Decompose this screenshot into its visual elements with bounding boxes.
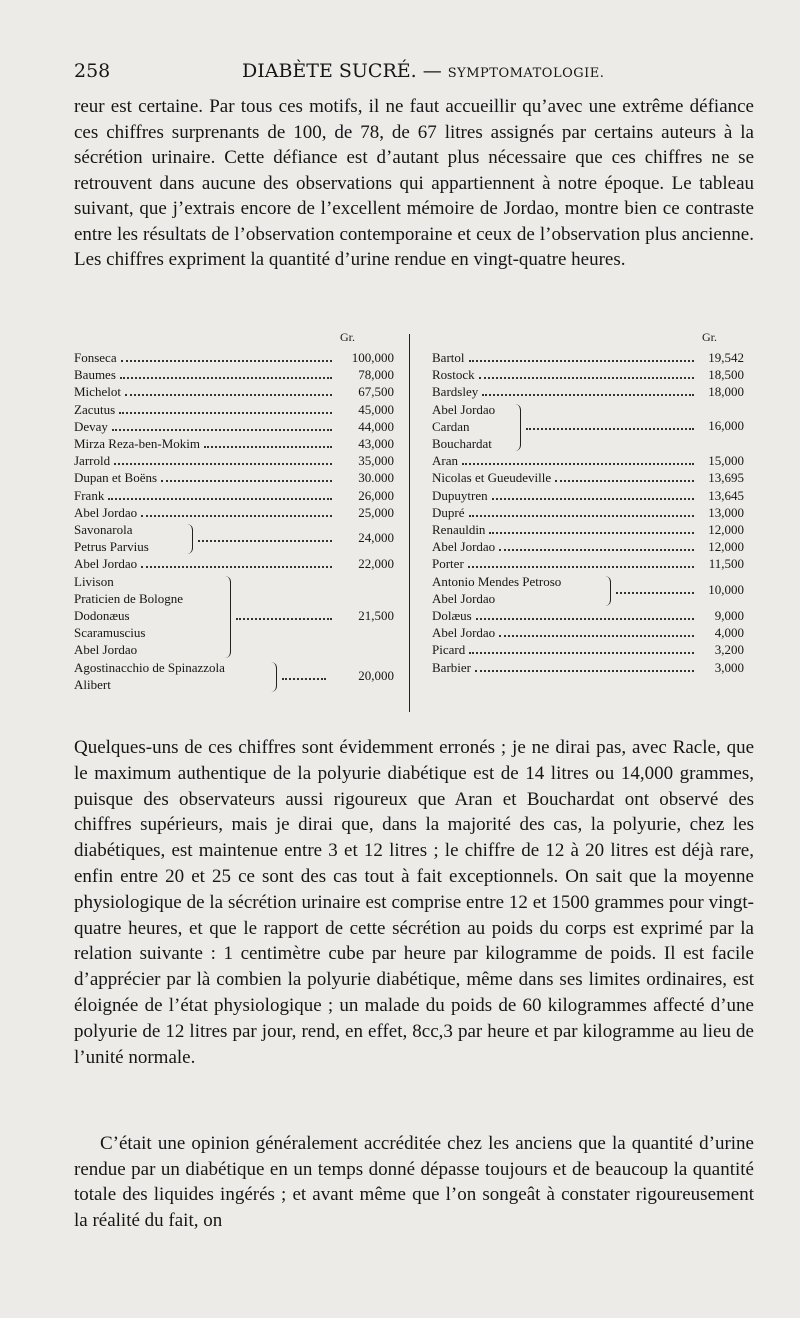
table-row <box>432 608 744 625</box>
person-name: Abel Jordao <box>432 590 496 606</box>
running-header <box>74 60 754 90</box>
table-row <box>432 367 744 384</box>
person-name: Abel Jordao <box>432 401 496 417</box>
leader-dots <box>198 530 332 542</box>
title-dash: — <box>422 60 442 82</box>
brace-icon <box>224 576 231 658</box>
person-name: Petrus Parvius <box>74 539 149 555</box>
person-name: Zacutus <box>74 401 116 417</box>
paragraph-polyurie: Quelques-uns de ces chiffres sont évidemment erronés ; je ne dirai pas, avec Racle, que le maximum authentique de la polyurie diabétique est de 14 litres ou 14,000 grammes, puisque des observateurs aussi rigoureux que Aran et Bouchardat ont observé des chiffres supérieurs, mais je dirai que, dans la majorité des cas, la polyurie, chez les diabétiques, est maintenue entre 3 et 12 litres ; le chiffre de 12 à 20 litres est déjà rare, enfin entre 20 et 25 ce sont des cas tout à fait exceptionnels. On sait que la moyenne physiologique de la sécrétion urinaire est comprise entre 12 et 1500 grammes pour vingt-quatre heures, et que le rapport de cette sécrétion au poids du corps est exprimé par la relation suivante : 1 centimètre cube par heure par kilogramme de poids. Il est facile d’apprécier par là combien la polyurie diabétique, même dans ses limites ordinaires, est éloignée de l’état physiologique ; un malade du poids de 60 kilogrammes affecté d’une polyurie de 12 litres par jour, rend, en effet, 8cc,3 par heure et par kilogramme au lieu de l’unité normale. <box>74 737 754 1068</box>
leader-dots <box>141 556 332 568</box>
person-name: Alibert <box>74 676 111 692</box>
table-row <box>74 350 394 367</box>
bracketed-group <box>74 660 394 694</box>
leader-dots <box>469 350 695 362</box>
person-name: Dupuytren <box>432 487 488 503</box>
person-name: Michelot <box>74 384 121 400</box>
person-name: Dolæus <box>432 608 472 623</box>
quantity-value: 13,695 <box>708 470 744 486</box>
bracketed-group <box>74 574 394 660</box>
person-name: Livison <box>74 573 114 589</box>
quantity-value: 3,200 <box>714 642 744 658</box>
page-number: 258 <box>74 60 111 82</box>
quantity-value: 13,000 <box>708 504 744 520</box>
leader-dots <box>555 470 694 482</box>
person-name: Jarrold <box>74 453 111 469</box>
quantity-value: 44,000 <box>358 418 394 434</box>
quantity-value: 13,645 <box>708 487 744 503</box>
leader-dots <box>482 384 694 396</box>
leader-dots <box>499 625 694 637</box>
quantity-value: 78,000 <box>358 367 394 383</box>
quantity-value: 100,000 <box>351 350 394 365</box>
bracketed-group <box>74 522 394 556</box>
brace-icon <box>270 662 277 692</box>
quantity-value: 19,542 <box>708 350 744 365</box>
brace-icon <box>514 404 521 452</box>
person-name: Baumes <box>74 367 116 383</box>
quantity-value: 22,000 <box>358 556 394 572</box>
table-row <box>74 453 394 470</box>
quantity-value: 3,000 <box>714 659 744 675</box>
leader-dots <box>141 505 332 517</box>
leader-dots <box>204 436 332 448</box>
table-row <box>432 470 744 487</box>
quantity-value: 16,000 <box>708 418 744 434</box>
leader-dots <box>121 350 332 362</box>
table-row <box>74 488 394 505</box>
bracketed-group <box>432 402 744 454</box>
quantity-value: 10,000 <box>708 581 744 597</box>
quantity-value: 43,000 <box>358 436 394 451</box>
table-row <box>432 625 744 642</box>
leader-dots <box>161 470 332 482</box>
table-row <box>432 642 744 659</box>
column-divider <box>409 334 410 712</box>
table-row <box>74 505 394 522</box>
table-row <box>74 436 394 453</box>
person-name: Dupan et Boëns <box>74 470 158 486</box>
table-row <box>432 660 744 677</box>
quantity-value: 24,000 <box>358 530 394 546</box>
person-name: Devay <box>74 418 108 434</box>
section-title: SYMPTOMATOLOGIE. <box>447 66 605 81</box>
leader-dots <box>462 453 694 465</box>
leader-dots <box>476 608 694 620</box>
quantity-value: 25,000 <box>358 504 394 520</box>
intro-paragraph: reur est certaine. Par tous ces motifs, il ne faut accueillir qu’avec une extrême défiance ces chiffres surprenants de 100, de 78, de 67 litres assignés par certains auteurs à la sécrétion urinaire. Cette défiance est d’autant plus nécessaire que ces chiffres ne se retrouvent dans aucune des observations qui appartiennent à notre époque. Le tableau suivant, que j’extrais encore de l’excellent mémoire de Jordao, montre bien ce contraste entre les résultats de l’observation contemporaine et ceux de l’observation plus ancienne. Les chiffres expriment la quantité d’urine rendue en vingt-quatre heures. <box>74 96 754 270</box>
person-name: Bouchardat <box>432 435 492 451</box>
person-name: Abel Jordao <box>432 539 496 555</box>
unit-label-right: Gr. <box>702 330 717 344</box>
person-name: Frank <box>74 487 105 503</box>
person-name: Abel Jordao <box>74 556 138 572</box>
chapter-title: DIABÈTE SUCRÉ. <box>242 60 417 82</box>
leader-dots <box>499 539 694 551</box>
bracketed-group <box>432 574 744 608</box>
quantity-value: 18,500 <box>708 367 744 383</box>
leader-dots <box>492 488 694 500</box>
person-name: Savonarola <box>74 522 133 537</box>
person-name: Rostock <box>432 367 475 383</box>
table-row <box>432 556 744 573</box>
table-row <box>74 402 394 419</box>
quantity-value: 35,000 <box>358 453 394 469</box>
person-name: Nicolas et Gueudeville <box>432 470 552 486</box>
quantity-value: 12,000 <box>708 539 744 555</box>
person-name: Agostinacchio de Spinazzola <box>74 659 225 675</box>
person-name: Barbier <box>432 659 471 675</box>
leader-dots <box>120 367 332 379</box>
leader-dots <box>479 367 694 379</box>
leader-dots <box>489 522 694 534</box>
brace-icon <box>186 524 193 554</box>
leader-dots <box>236 608 332 620</box>
person-name: Aran <box>432 453 458 469</box>
leader-dots <box>475 660 694 672</box>
person-name: Renauldin <box>432 522 486 537</box>
quantity-value: 20,000 <box>358 667 394 683</box>
table-row <box>74 367 394 384</box>
leader-dots <box>469 505 695 517</box>
table-row <box>432 505 744 522</box>
table-row <box>432 384 744 401</box>
quantity-value: 18,000 <box>708 384 744 400</box>
person-name: Picard <box>432 642 466 658</box>
table-row <box>74 556 394 573</box>
person-name: Abel Jordao <box>74 642 138 658</box>
person-name: Praticien de Bologne <box>74 590 184 606</box>
table-row <box>432 488 744 505</box>
person-name: Mirza Reza-ben-Mokim <box>74 436 200 451</box>
quantity-value: 4,000 <box>714 625 744 641</box>
quantity-value: 26,000 <box>358 487 394 503</box>
table-row <box>432 539 744 556</box>
leader-dots <box>125 384 332 396</box>
quantity-value: 12,000 <box>708 522 744 537</box>
table-row <box>432 522 744 539</box>
person-name: Fonseca <box>74 350 117 365</box>
person-name: Antonio Mendes Petroso <box>432 573 562 589</box>
leader-dots <box>112 419 332 431</box>
leader-dots <box>468 556 694 568</box>
quantity-value: 67,500 <box>358 384 394 400</box>
quantity-value: 9,000 <box>714 608 744 623</box>
quantity-value: 15,000 <box>708 453 744 469</box>
quantity-value: 30.000 <box>358 470 394 486</box>
table-row <box>432 350 744 367</box>
person-name: Abel Jordao <box>432 625 496 641</box>
person-name: Dupré <box>432 504 465 520</box>
leader-dots <box>526 418 694 430</box>
quantity-value: 21,500 <box>358 607 394 623</box>
leader-dots <box>616 582 694 594</box>
leader-dots <box>282 668 326 680</box>
person-name: Porter <box>432 556 464 572</box>
person-name: Bartol <box>432 350 465 365</box>
person-name: Dodonæus <box>74 607 130 623</box>
paragraph-opinion: C’était une opinion généralement accréditée chez les anciens que la quantité d’urine rendue par un diabétique en un temps donné dépasse toujours et de beaucoup la quantité totale des liquides ingérés ; et avant même que l’on songeât à constater rigoureusement la réalité du fait, on <box>74 1133 754 1231</box>
table-row <box>432 453 744 470</box>
running-title <box>242 60 604 82</box>
leader-dots <box>469 642 694 654</box>
person-name: Abel Jordao <box>74 504 138 520</box>
leader-dots <box>108 488 332 500</box>
unit-label-left: Gr. <box>340 330 355 344</box>
leader-dots <box>119 402 332 414</box>
table-row <box>74 384 394 401</box>
table-row <box>74 419 394 436</box>
brace-icon <box>604 576 611 606</box>
person-name: Cardan <box>432 418 470 434</box>
person-name: Bardsley <box>432 384 479 400</box>
table-row <box>74 470 394 487</box>
leader-dots <box>114 453 332 465</box>
quantity-value: 11,500 <box>708 556 744 572</box>
quantity-value: 45,000 <box>358 401 394 417</box>
person-name: Scaramuscius <box>74 625 146 641</box>
